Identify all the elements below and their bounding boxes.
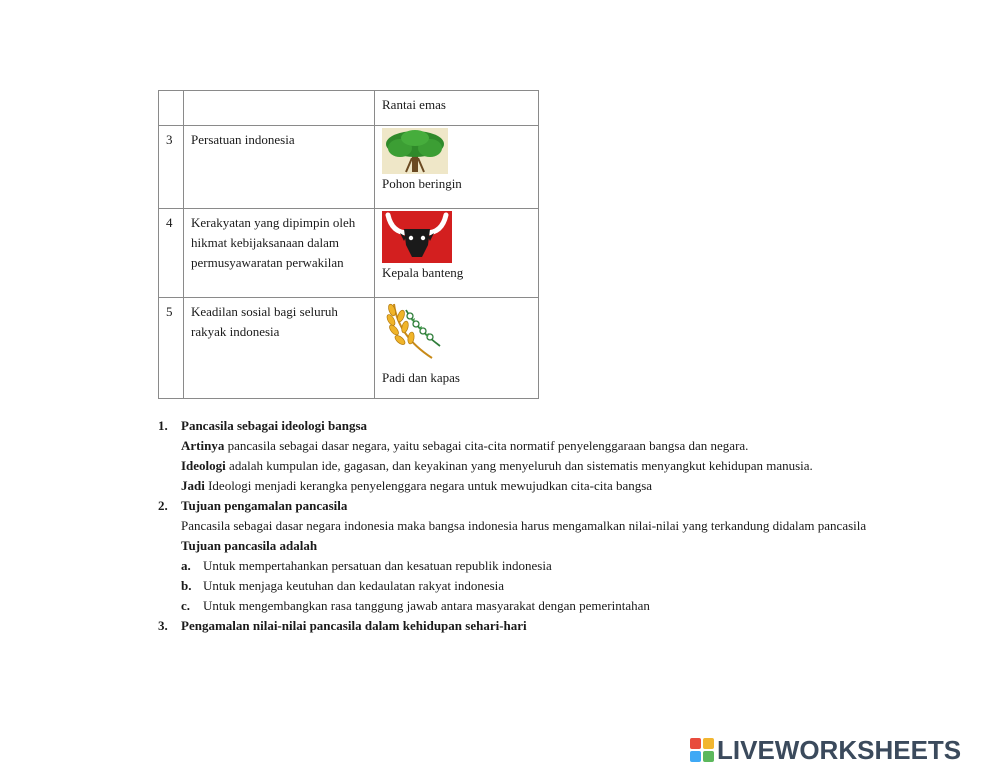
symbol-label: Kepala banteng xyxy=(382,265,464,280)
section-subtitle: Tujuan pancasila adalah xyxy=(181,538,318,553)
section-2 xyxy=(158,496,878,616)
symbol-label: Pohon beringin xyxy=(382,176,462,191)
section-number: 1. xyxy=(158,418,168,433)
bold-term: Jadi xyxy=(181,478,205,493)
symbol-cell xyxy=(375,91,539,126)
sila-text: Kerakyatan yang dipimpin oleh hikmat kebijaksanaan dalam permusyawaratan perwakilan xyxy=(184,209,375,298)
list-letter: a. xyxy=(181,558,191,573)
banyan-tree-icon xyxy=(382,128,448,174)
table-row xyxy=(159,209,539,298)
liveworksheets-logo[interactable] xyxy=(690,730,961,770)
paragraph: Pancasila sebagai dasar negara indonesia maka bangsa indonesia harus mengamalkan nilai-nilai yang terkandung didalam pancasila xyxy=(181,518,867,533)
sila-text: Keadilan sosial bagi seluruh rakyak indonesia xyxy=(184,298,375,399)
paragraph: Artinya pancasila sebagai dasar negara, yaitu sebagai cita-cita normatif penyelenggaraan bangsa dan negara. xyxy=(181,438,749,453)
list-letter: c. xyxy=(181,598,191,613)
section-title: Pancasila sebagai ideologi bangsa xyxy=(181,418,367,433)
paragraph: Ideologi adalah kumpulan ide, gagasan, dan keyakinan yang menyeluruh dan sistematis menyangkut kehidupan manusia. xyxy=(181,458,813,473)
section-3 xyxy=(158,616,878,636)
symbol-cell xyxy=(375,126,539,209)
pancasila-symbol-table xyxy=(158,90,539,399)
sila-number: 4 xyxy=(159,209,184,298)
table-row xyxy=(159,298,539,399)
sila-text: Persatuan indonesia xyxy=(184,126,375,209)
list-text: Untuk mempertahankan persatuan dan kesatuan republik indonesia xyxy=(203,558,552,573)
sila-number: 5 xyxy=(159,298,184,399)
list-item xyxy=(181,576,878,596)
section-title: Tujuan pengamalan pancasila xyxy=(181,498,348,513)
table-row xyxy=(159,91,539,126)
paragraph: Jadi Ideologi menjadi kerangka penyelenggara negara untuk mewujudkan cita-cita bangsa xyxy=(181,478,653,493)
symbol-label: Rantai emas xyxy=(382,97,446,112)
symbol-cell xyxy=(375,298,539,399)
liveworksheets-logo-icon xyxy=(690,738,714,762)
list-text: Untuk menjaga keutuhan dan kedaulatan rakyat indonesia xyxy=(203,578,505,593)
section-number: 3. xyxy=(158,618,168,633)
bold-term: Artinya xyxy=(181,438,225,453)
table-row xyxy=(159,126,539,209)
sila-number: 3 xyxy=(159,126,184,209)
bull-head-icon xyxy=(382,211,452,263)
section-1 xyxy=(158,416,878,496)
logo-text: LIVEWORKSHEETS xyxy=(717,734,962,765)
sila-number xyxy=(159,91,184,126)
bold-term: Ideologi xyxy=(181,458,226,473)
symbol-label: Padi dan kapas xyxy=(382,370,460,385)
symbol-cell xyxy=(375,209,539,298)
list-item xyxy=(181,556,878,576)
material-text xyxy=(158,416,878,636)
sila-text xyxy=(184,91,375,126)
section-number: 2. xyxy=(158,498,168,513)
list-text: Untuk mengembangkan rasa tanggung jawab antara masyarakat dengan pemerintahan xyxy=(203,598,650,613)
section-title: Pengamalan nilai-nilai pancasila dalam kehidupan sehari-hari xyxy=(181,618,527,633)
list-letter: b. xyxy=(181,578,192,593)
rice-cotton-icon xyxy=(382,300,442,362)
list-item xyxy=(181,596,878,616)
